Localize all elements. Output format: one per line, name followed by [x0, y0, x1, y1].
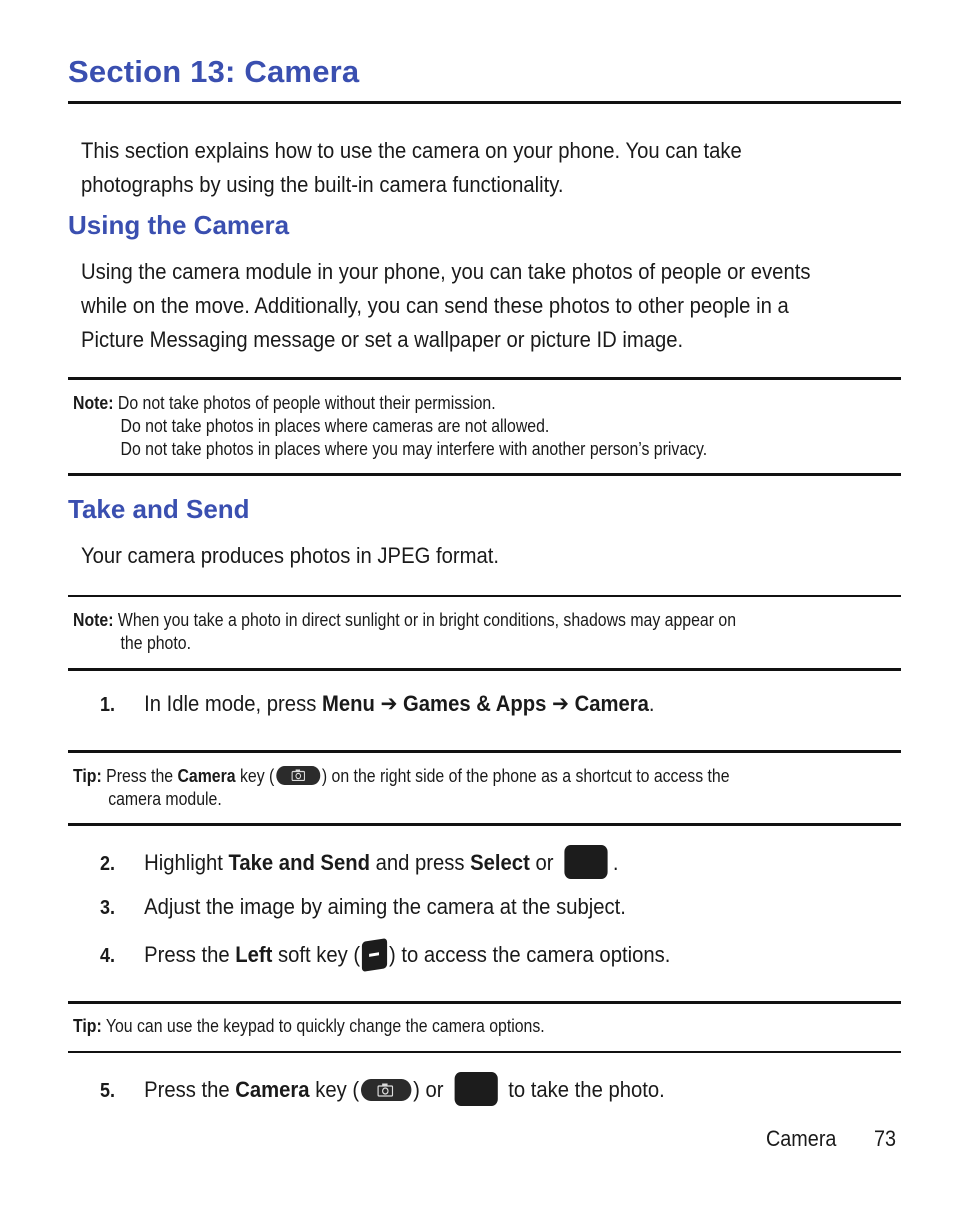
step1-end: . — [648, 691, 655, 716]
step5-text-d: to take the photo. — [508, 1077, 665, 1102]
take-and-send-line-1: Your camera produces photos in JPEG format. — [81, 543, 499, 568]
step4-text-c: ) to access the camera options. — [388, 942, 671, 967]
camera-label: Camera — [235, 1077, 310, 1102]
tip1-bottom-rule — [68, 823, 901, 826]
note2-line-1: When you take a photo in direct sunlight or in bright conditions, shadows may appear on — [113, 610, 737, 630]
using-camera-heading: Using the Camera — [68, 210, 290, 240]
step-number: 3. — [100, 897, 116, 919]
step-2 — [100, 845, 618, 879]
camera-label: Camera — [177, 766, 236, 786]
step-number: 2. — [100, 853, 116, 875]
step5-text-c: ) or — [413, 1077, 444, 1102]
footer-section-label: Camera — [766, 1126, 837, 1151]
note1-top-rule — [68, 377, 901, 380]
arrow-icon: ➔ — [546, 691, 575, 716]
take-and-send-label: Take and Send — [228, 850, 370, 875]
step-4 — [100, 940, 670, 971]
note-label: Note: — [73, 610, 114, 630]
note-sunlight — [73, 609, 803, 655]
note-label: Note: — [73, 393, 114, 413]
step4-text-a: Press the — [144, 942, 236, 967]
left-soft-key-icon — [362, 938, 387, 972]
games-apps-label: Games & Apps — [403, 691, 547, 716]
page-number: 73 — [874, 1126, 897, 1151]
step-number: 1. — [100, 694, 116, 716]
tip1-text-a: Press the — [101, 766, 178, 786]
using-camera-line-3: Picture Messaging message or set a wallpaper or picture ID image. — [81, 327, 684, 352]
using-camera-line-1: Using the camera module in your phone, you can take photos of people or events — [81, 259, 811, 284]
intro-paragraph — [81, 134, 810, 202]
tip2-bottom-rule — [68, 1051, 901, 1053]
ok-key-icon — [454, 1072, 497, 1106]
note2-bottom-rule — [68, 668, 901, 671]
note2-top-rule — [68, 595, 901, 597]
tip2-top-rule — [68, 1001, 901, 1004]
intro-line-1: This section explains how to use the camera on your phone. You can take — [81, 138, 742, 163]
tip1-text-c: ) on the right side of the phone as a shortcut to access the — [321, 766, 730, 786]
step2-text-a: Highlight — [144, 850, 229, 875]
step-5 — [100, 1072, 665, 1106]
tip1-top-rule — [68, 750, 901, 753]
arrow-icon: ➔ — [374, 691, 404, 716]
step5-text-a: Press the — [144, 1077, 236, 1102]
step-number: 5. — [100, 1080, 116, 1102]
left-label: Left — [235, 942, 273, 967]
step-1 — [100, 689, 655, 720]
step1-text: In Idle mode, press — [144, 691, 322, 716]
note1-line-3: Do not take photos in places where you may interfere with another person’s privacy. — [120, 439, 708, 459]
step2-text-c: or — [529, 850, 554, 875]
ok-key-icon — [564, 845, 607, 879]
select-label: Select — [470, 850, 530, 875]
camera-key-icon — [361, 1079, 411, 1101]
section-title: Section 13: Camera — [68, 54, 360, 89]
step-number: 4. — [100, 945, 116, 967]
tip-camera-shortcut — [73, 765, 803, 811]
intro-line-2: photographs by using the built-in camera functionality. — [81, 172, 564, 197]
using-camera-line-2: while on the move. Additionally, you can send these photos to other people in a — [81, 293, 789, 318]
note2-line-2: the photo. — [120, 633, 191, 653]
note1-line-2: Do not take photos in places where cameras are not allowed. — [120, 416, 550, 436]
note-privacy — [73, 392, 803, 461]
take-and-send-paragraph — [81, 539, 810, 573]
menu-label: Menu — [321, 691, 375, 716]
step3-text: Adjust the image by aiming the camera at the subject. — [144, 894, 626, 919]
step4-text-b: soft key ( — [272, 942, 361, 967]
camera-key-icon — [276, 766, 320, 785]
tip-label: Tip: — [73, 1016, 102, 1036]
tip-label: Tip: — [73, 766, 102, 786]
tip-keypad — [73, 1015, 803, 1038]
step2-text-b: and press — [369, 850, 471, 875]
tip1-text-b: key ( — [235, 766, 275, 786]
step-3 — [100, 892, 626, 923]
step5-text-b: key ( — [309, 1077, 360, 1102]
tip1-line-2: camera module. — [108, 789, 222, 809]
take-and-send-heading: Take and Send — [68, 494, 250, 524]
tip2-text: You can use the keypad to quickly change the camera options. — [101, 1016, 545, 1036]
title-rule — [68, 101, 901, 104]
note1-line-1: Do not take photos of people without their permission. — [113, 393, 496, 413]
step2-end: . — [612, 850, 619, 875]
using-camera-paragraph — [81, 255, 810, 357]
note1-bottom-rule — [68, 473, 901, 476]
camera-label: Camera — [574, 691, 649, 716]
